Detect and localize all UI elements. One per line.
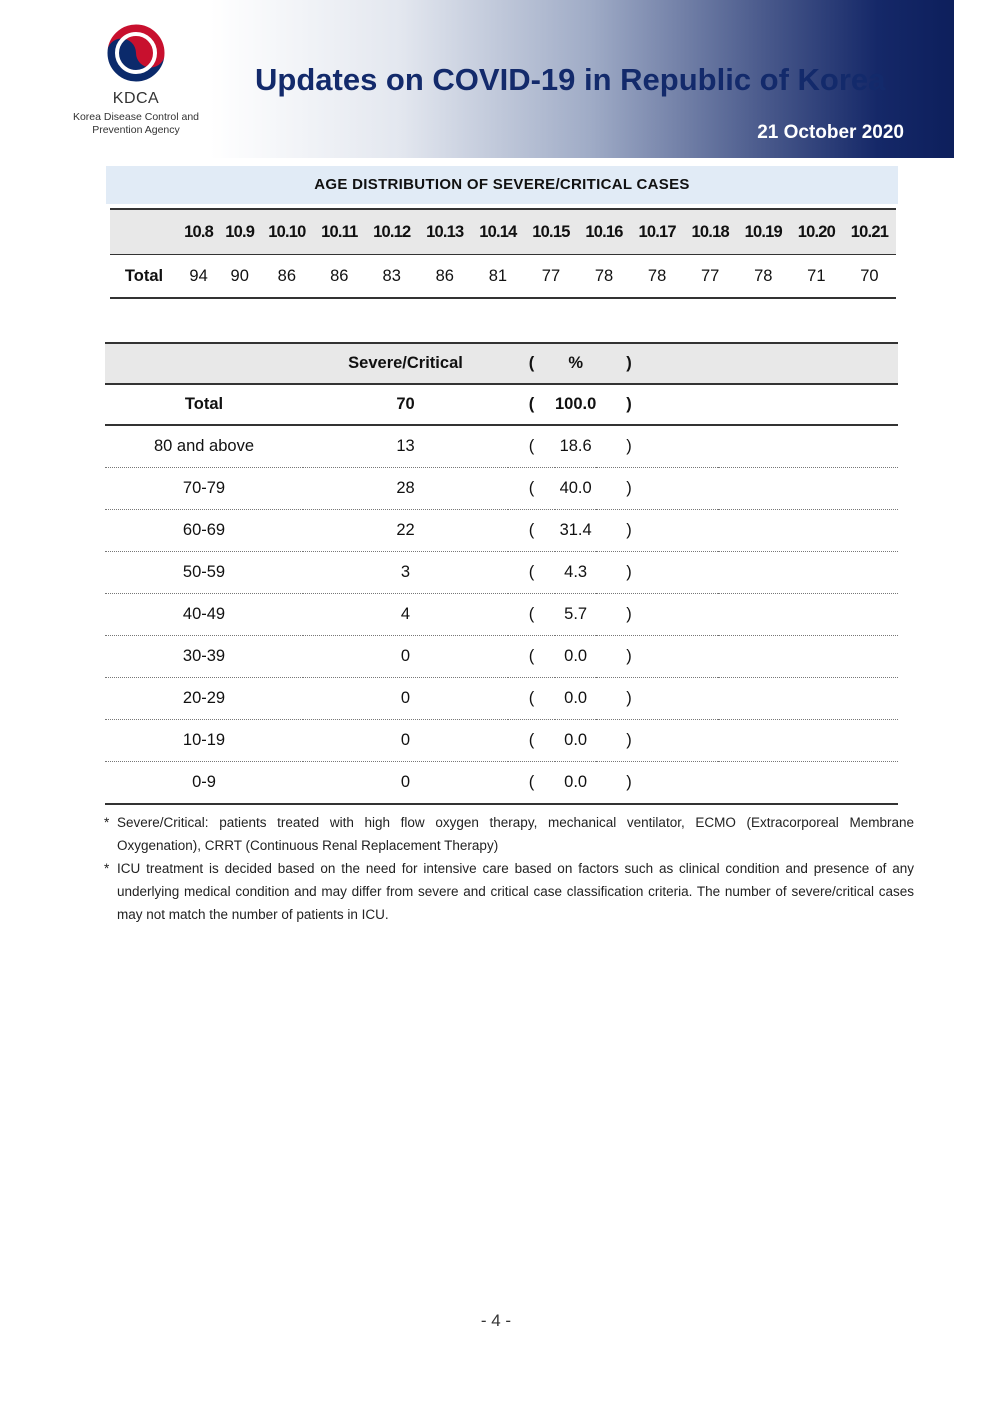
table-row [105, 510, 898, 552]
kdca-emblem-icon [105, 22, 167, 84]
date-header-cell: 10.10 [260, 209, 313, 255]
percent-header: % [555, 343, 596, 384]
date-header-cell: 10.19 [737, 209, 790, 255]
age-group: 60-69 [105, 510, 303, 552]
total-value-cell: 86 [418, 255, 471, 299]
kdca-logo [68, 22, 204, 137]
date-header-cell: 10.12 [365, 209, 418, 255]
total-value-cell: 83 [365, 255, 418, 299]
table-row [105, 678, 898, 720]
date-header-cell: 10.8 [178, 209, 219, 255]
open-paren: ( [508, 636, 555, 678]
age-trend-table [110, 208, 896, 299]
case-percent: 5.7 [555, 594, 596, 636]
padding-cell [718, 343, 898, 384]
open-paren: ( [508, 425, 555, 468]
date-header-cell: 10.20 [790, 209, 843, 255]
case-percent: 0.0 [555, 636, 596, 678]
close-paren: ) [596, 343, 718, 384]
footnote [104, 857, 914, 926]
total-percent: 100.0 [555, 384, 596, 425]
open-paren: ( [508, 762, 555, 805]
age-group: 80 and above [105, 425, 303, 468]
padding-cell [718, 510, 898, 552]
total-label: Total [105, 384, 303, 425]
footnotes [104, 811, 914, 926]
age-group: 10-19 [105, 720, 303, 762]
total-value-cell: 78 [737, 255, 790, 299]
org-abbreviation: KDCA [112, 90, 160, 107]
total-value: 70 [303, 384, 508, 425]
padding-cell [718, 762, 898, 805]
total-value-cell: 86 [260, 255, 313, 299]
org-full-name-line1: Korea Disease Control and [72, 111, 200, 123]
close-paren: ) [596, 594, 718, 636]
age-group: 20-29 [105, 678, 303, 720]
age-table-total-row [105, 384, 898, 425]
case-percent: 18.6 [555, 425, 596, 468]
case-count: 3 [303, 552, 508, 594]
age-header-cell [105, 343, 303, 384]
age-table-header-row [105, 343, 898, 384]
total-value-cell: 77 [684, 255, 737, 299]
age-group: 0-9 [105, 762, 303, 805]
case-count: 13 [303, 425, 508, 468]
total-row-label: Total [110, 255, 178, 299]
case-percent: 0.0 [555, 720, 596, 762]
age-trend-total-row [110, 255, 896, 299]
date-header-cell: 10.18 [684, 209, 737, 255]
age-group: 30-39 [105, 636, 303, 678]
total-value-cell: 78 [577, 255, 630, 299]
age-group: 40-49 [105, 594, 303, 636]
case-percent: 4.3 [555, 552, 596, 594]
case-count: 22 [303, 510, 508, 552]
footnote-text: Severe/Critical: patients treated with high flow oxygen therapy, mechanical ventilator, ECMO (Extracorporeal Membrane Oxygenation), CRRT (Continuous Renal Replacement Therapy) [117, 815, 914, 853]
age-distribution-table [105, 342, 898, 805]
case-percent: 40.0 [555, 468, 596, 510]
close-paren: ) [596, 468, 718, 510]
date-header-cell: 10.14 [471, 209, 524, 255]
padding-cell [718, 678, 898, 720]
table-row [105, 552, 898, 594]
close-paren: ) [596, 720, 718, 762]
close-paren: ) [596, 552, 718, 594]
org-full-name [68, 111, 204, 137]
case-count: 0 [303, 678, 508, 720]
age-trend-corner [110, 209, 178, 255]
severe-critical-header: Severe/Critical [303, 343, 508, 384]
open-paren: ( [508, 678, 555, 720]
padding-cell [718, 636, 898, 678]
total-value-cell: 78 [631, 255, 684, 299]
close-paren: ) [596, 425, 718, 468]
close-paren: ) [596, 762, 718, 805]
case-percent: 0.0 [555, 762, 596, 805]
age-trend-header-row [110, 209, 896, 255]
date-header-cell: 10.9 [219, 209, 260, 255]
case-percent: 31.4 [555, 510, 596, 552]
date-header-cell: 10.16 [577, 209, 630, 255]
footnote-text: ICU treatment is decided based on the need for intensive care based on factors such as clinical condition and presence of any underlying medical condition and may differ from severe and critical case classification criteria. The number of severe/critical cases may not match the number of patients in ICU. [117, 861, 914, 922]
table-row [105, 425, 898, 468]
footnote [104, 811, 914, 857]
open-paren: ( [508, 468, 555, 510]
padding-cell [718, 468, 898, 510]
open-paren: ( [508, 343, 555, 384]
table-row [105, 594, 898, 636]
age-trend-caption: AGE DISTRIBUTION OF SEVERE/CRITICAL CASES [106, 166, 898, 204]
case-percent: 0.0 [555, 678, 596, 720]
date-header-cell: 10.11 [313, 209, 365, 255]
padding-cell [718, 594, 898, 636]
padding-cell [718, 384, 898, 425]
open-paren: ( [508, 720, 555, 762]
case-count: 0 [303, 636, 508, 678]
date-header-cell: 10.13 [418, 209, 471, 255]
padding-cell [718, 425, 898, 468]
case-count: 0 [303, 762, 508, 805]
open-paren: ( [508, 594, 555, 636]
close-paren: ) [596, 678, 718, 720]
total-value-cell: 77 [524, 255, 577, 299]
page-number: - 4 - [480, 1311, 512, 1330]
padding-cell [718, 720, 898, 762]
age-group: 70-79 [105, 468, 303, 510]
total-value-cell: 86 [313, 255, 365, 299]
close-paren: ) [596, 636, 718, 678]
date-header-cell: 10.17 [631, 209, 684, 255]
close-paren: ) [596, 384, 718, 425]
report-date: 21 October 2020 [757, 122, 904, 143]
close-paren: ) [596, 510, 718, 552]
page-header [0, 0, 954, 158]
footnote-mark: * [104, 815, 110, 830]
case-count: 0 [303, 720, 508, 762]
open-paren: ( [508, 510, 555, 552]
total-value-cell: 90 [219, 255, 260, 299]
total-value-cell: 71 [790, 255, 843, 299]
date-header-cell: 10.21 [843, 209, 896, 255]
org-full-name-line2: Prevention Agency [92, 124, 180, 136]
case-count: 4 [303, 594, 508, 636]
total-value-cell: 94 [178, 255, 219, 299]
open-paren: ( [508, 384, 555, 425]
page-title: Updates on COVID-19 in Republic of Korea [255, 62, 886, 97]
age-group: 50-59 [105, 552, 303, 594]
table-row [105, 468, 898, 510]
total-value-cell: 81 [471, 255, 524, 299]
table-row [105, 636, 898, 678]
padding-cell [718, 552, 898, 594]
footnote-mark: * [104, 861, 110, 876]
case-count: 28 [303, 468, 508, 510]
table-row [105, 720, 898, 762]
date-header-cell: 10.15 [524, 209, 577, 255]
table-row [105, 762, 898, 805]
total-value-cell: 70 [843, 255, 896, 299]
open-paren: ( [508, 552, 555, 594]
